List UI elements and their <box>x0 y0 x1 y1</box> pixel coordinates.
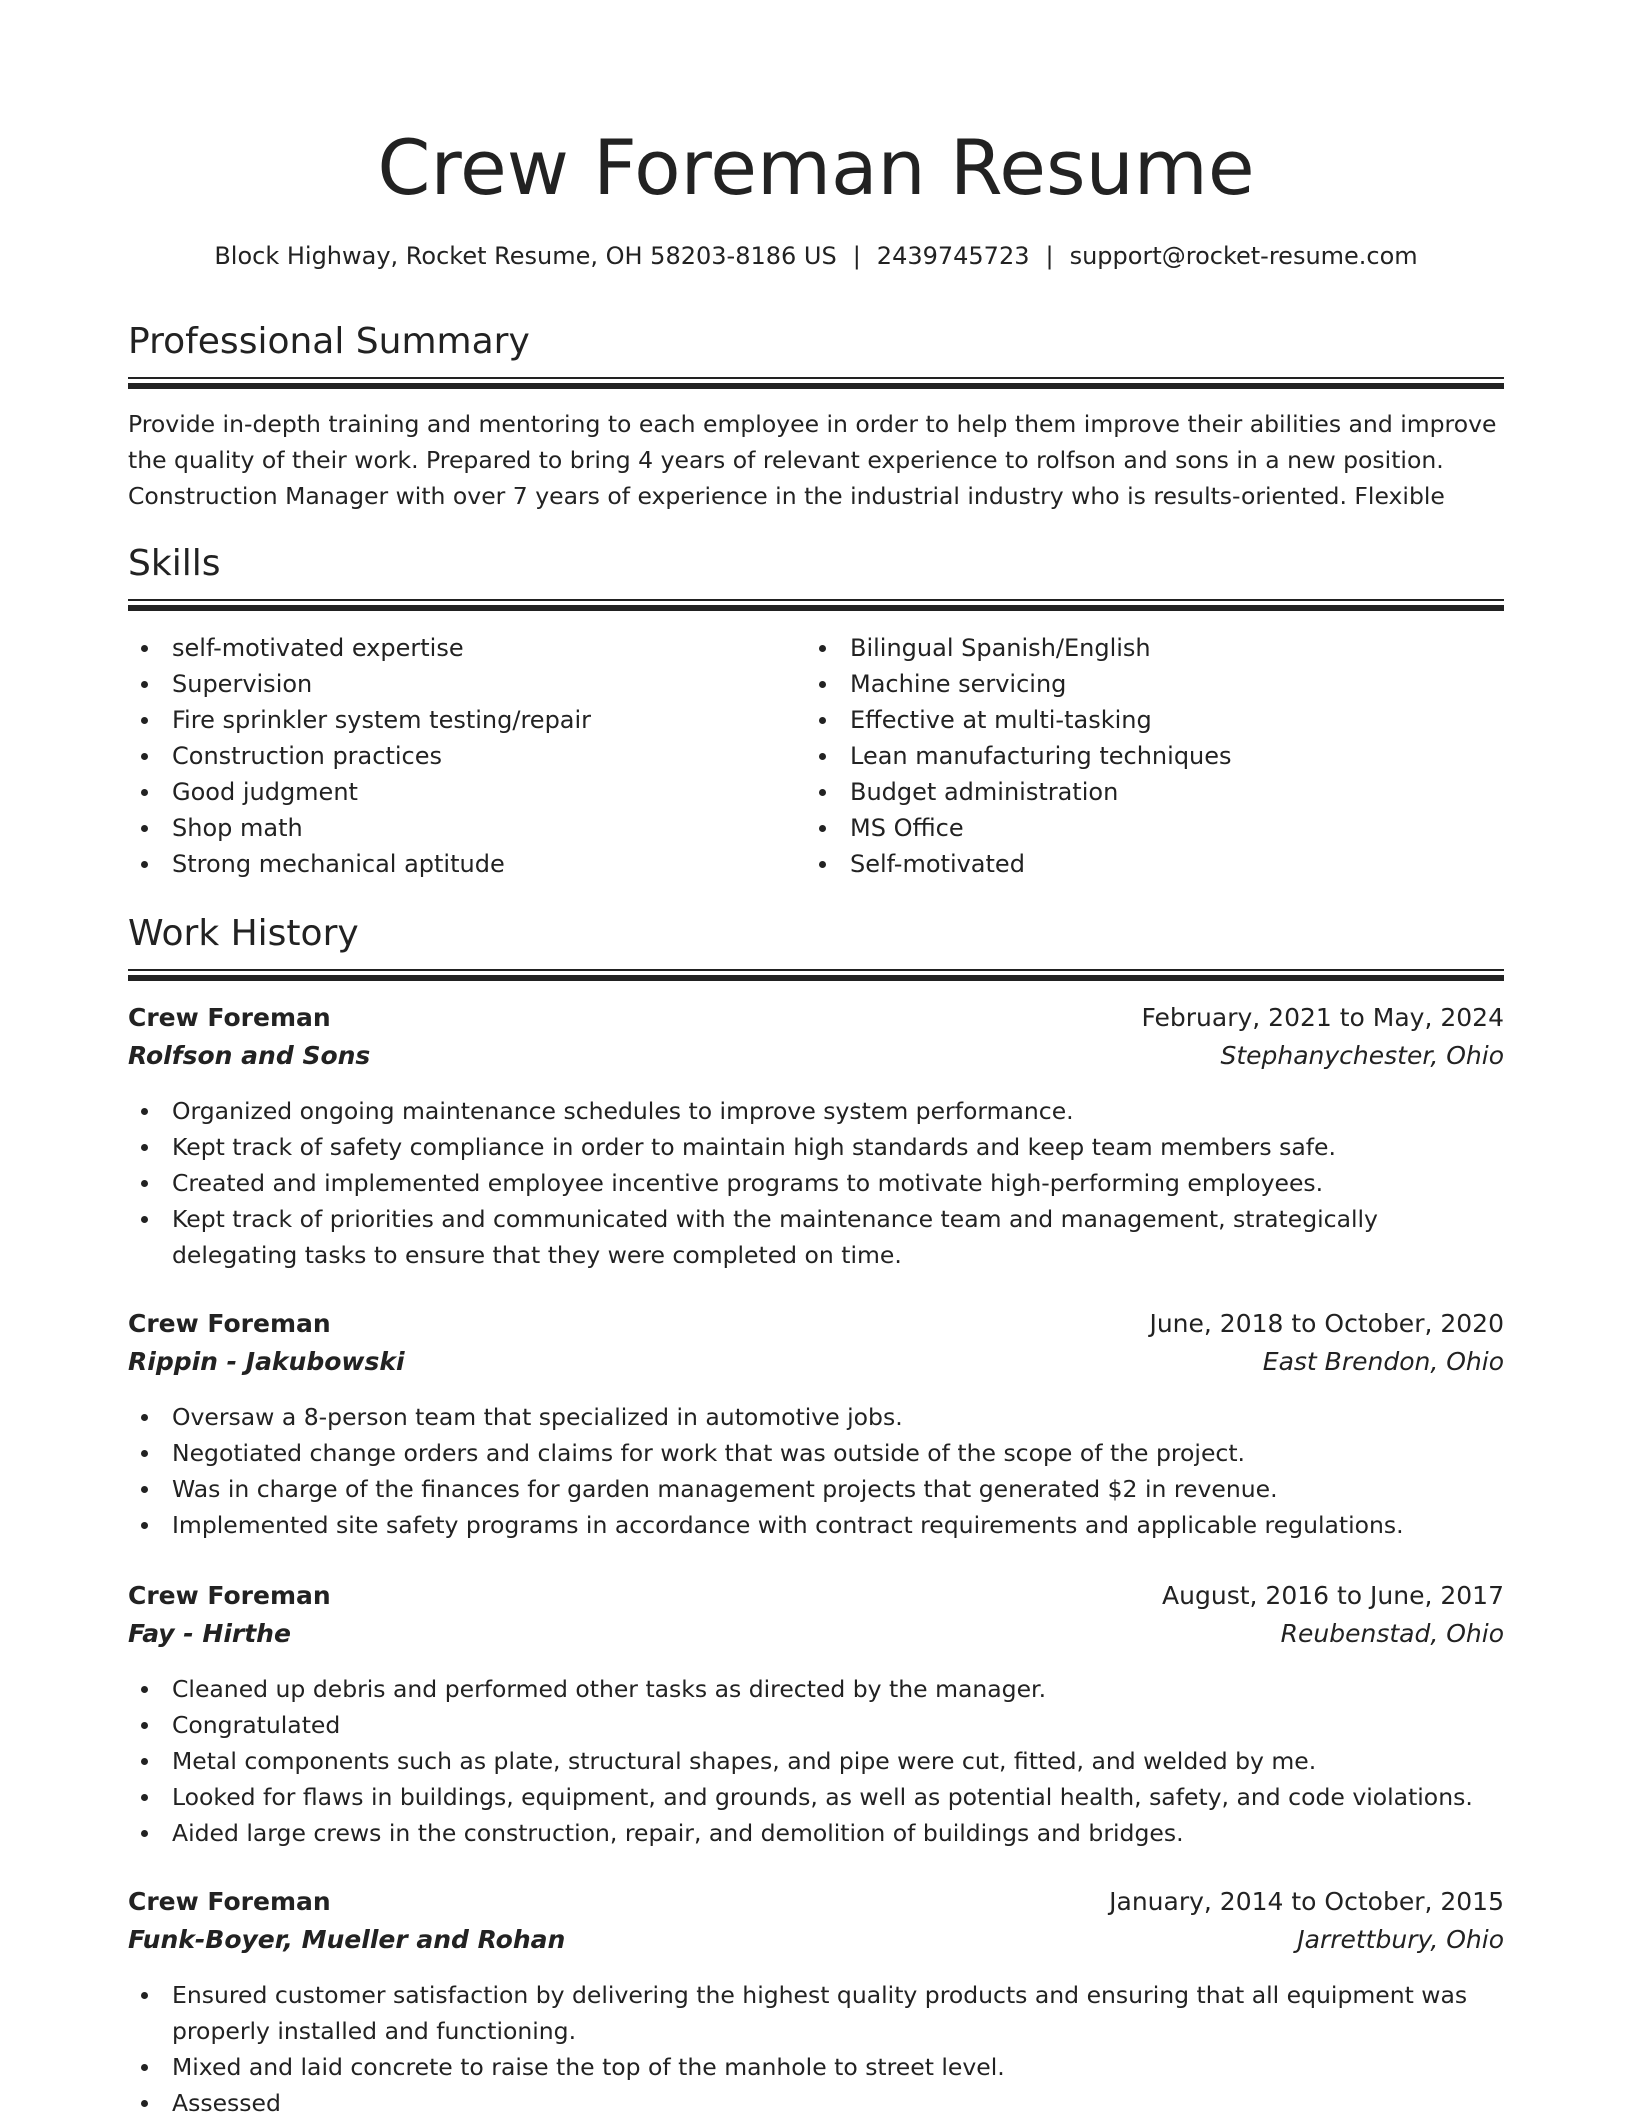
work-history-heading: Work History <box>128 913 359 954</box>
skill-item: Strong mechanical aptitude <box>128 846 788 882</box>
skills-list-right <box>806 630 1504 882</box>
job-duty: Negotiated change orders and claims for work that was outside of the scope of the project. <box>128 1435 1504 1471</box>
job-location: East Brendon, Ohio <box>1262 1347 1504 1376</box>
job-title: Crew Foreman <box>128 1581 331 1610</box>
contact-line <box>128 238 1504 274</box>
section-divider <box>128 377 1504 389</box>
job-duty: Kept track of safety compliance in order to maintain high standards and keep team members safe. <box>128 1129 1504 1165</box>
contact-address: Block Highway, Rocket Resume, OH 58203-8186 US <box>214 242 837 270</box>
job-duty: Looked for flaws in buildings, equipment, and grounds, as well as potential health, safety, and code violations. <box>128 1779 1504 1815</box>
job-duty: Mixed and laid concrete to raise the top of the manhole to street level. <box>128 2049 1504 2085</box>
skills-list-left <box>128 630 788 882</box>
job-dates: August, 2016 to June, 2017 <box>1162 1581 1504 1610</box>
job-duties-list <box>128 1671 1504 1851</box>
job-duty: Implemented site safety programs in accordance with contract requirements and applicable regulations. <box>128 1507 1504 1543</box>
job-company: Funk-Boyer, Mueller and Rohan <box>128 1925 566 1954</box>
job-duty: Created and implemented employee incentive programs to motivate high-performing employees. <box>128 1165 1504 1201</box>
job-company: Rolfson and Sons <box>128 1041 371 1070</box>
job-location: Reubenstad, Ohio <box>1280 1619 1504 1648</box>
skill-item: Bilingual Spanish/English <box>806 630 1504 666</box>
job-duty: Congratulated <box>128 1707 1504 1743</box>
job-title: Crew Foreman <box>128 1003 331 1032</box>
summary-text: Provide in-depth training and mentoring to each employee in order to help them improve their abilities and improve the quality of their work. Prepared to bring 4 years of relevant experience to rolfson and sons in a new position. Construction Manager with over 7 years of experience in the industrial industry who is results-oriented. Flexible <box>128 410 1497 510</box>
job-company: Fay - Hirthe <box>128 1619 291 1648</box>
skill-item: Self-motivated <box>806 846 1504 882</box>
skill-item: Effective at multi-tasking <box>806 702 1504 738</box>
contact-phone: 2439745723 <box>876 242 1030 270</box>
skill-item: Lean manufacturing techniques <box>806 738 1504 774</box>
job-duty: Was in charge of the finances for garden management projects that generated $2 in revenue. <box>128 1471 1504 1507</box>
job-location: Stephanychester, Ohio <box>1220 1041 1504 1070</box>
job-header <box>128 1000 1504 1080</box>
job-header <box>128 1306 1504 1386</box>
job-duties-list <box>128 1093 1504 1273</box>
contact-email: support@rocket-resume.com <box>1069 242 1418 270</box>
job-dates: February, 2021 to May, 2024 <box>1141 1003 1504 1032</box>
section-divider <box>128 599 1504 611</box>
job-location: Jarrettbury, Ohio <box>1297 1925 1504 1954</box>
job-dates: June, 2018 to October, 2020 <box>1149 1309 1504 1338</box>
job-duty: Metal components such as plate, structural shapes, and pipe were cut, fitted, and welded by me. <box>128 1743 1504 1779</box>
job-dates: January, 2014 to October, 2015 <box>1109 1887 1504 1916</box>
resume-title: Crew Foreman Resume <box>377 123 1255 212</box>
job-duty: Ensured customer satisfaction by delivering the highest quality products and ensuring that all equipment was properly installed and functioning. <box>128 1977 1504 2049</box>
job-duty: Organized ongoing maintenance schedules to improve system performance. <box>128 1093 1504 1129</box>
summary-heading: Professional Summary <box>128 321 530 362</box>
skill-item: MS Office <box>806 810 1504 846</box>
contact-separator: | <box>1045 242 1054 270</box>
skill-item: Good judgment <box>128 774 788 810</box>
skill-item: self-motivated expertise <box>128 630 788 666</box>
job-duty: Kept track of priorities and communicated with the maintenance team and management, strategically delegating tasks to ensure that they were completed on time. <box>128 1201 1504 1273</box>
contact-separator: | <box>852 242 861 270</box>
job-duty: Oversaw a 8-person team that specialized in automotive jobs. <box>128 1399 1504 1435</box>
section-divider <box>128 969 1504 981</box>
job-company: Rippin - Jakubowski <box>128 1347 405 1376</box>
job-duty: Cleaned up debris and performed other tasks as directed by the manager. <box>128 1671 1504 1707</box>
job-duties-list <box>128 1399 1504 1543</box>
job-header <box>128 1578 1504 1658</box>
job-duty: Assessed <box>128 2085 1504 2121</box>
job-duties-list <box>128 1977 1504 2121</box>
skill-item: Fire sprinkler system testing/repair <box>128 702 788 738</box>
skill-item: Shop math <box>128 810 788 846</box>
skills-heading: Skills <box>128 543 221 584</box>
skill-item: Construction practices <box>128 738 788 774</box>
skill-item: Budget administration <box>806 774 1504 810</box>
job-header <box>128 1884 1504 1964</box>
job-duty: Aided large crews in the construction, repair, and demolition of buildings and bridges. <box>128 1815 1504 1851</box>
job-title: Crew Foreman <box>128 1309 331 1338</box>
skill-item: Machine servicing <box>806 666 1504 702</box>
skill-item: Supervision <box>128 666 788 702</box>
job-title: Crew Foreman <box>128 1887 331 1916</box>
